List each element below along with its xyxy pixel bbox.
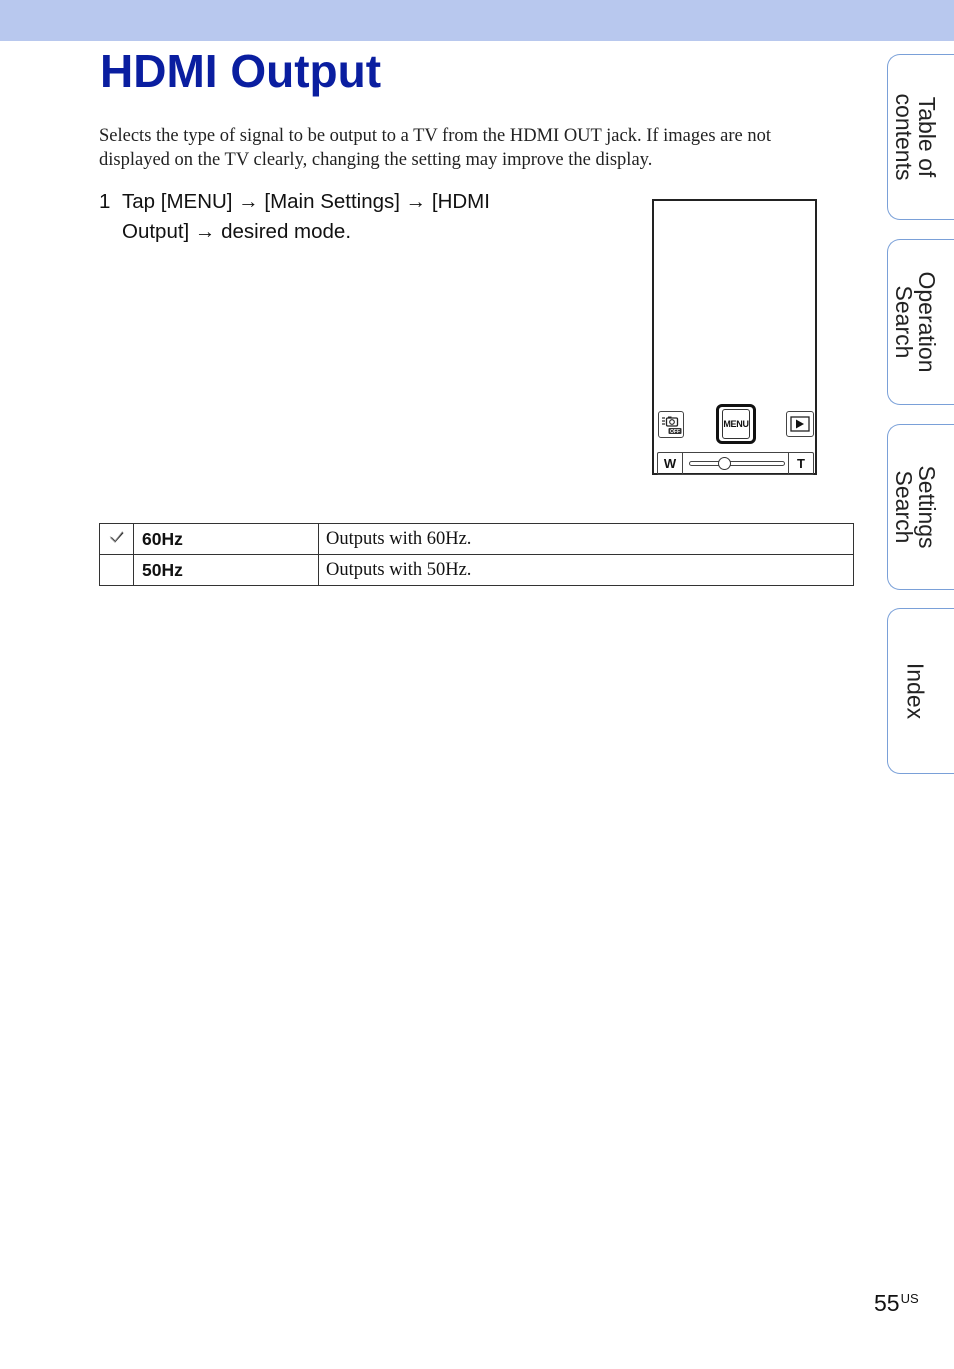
tab-label: Operation Search (890, 271, 940, 373)
menu-button-label: MENU (722, 409, 750, 439)
tab-label: Settings Search (890, 465, 940, 549)
default-mark-cell (100, 524, 134, 555)
camera-mode-off-icon (658, 411, 684, 438)
option-description: Outputs with 60Hz. (319, 524, 854, 555)
header-band (0, 0, 954, 41)
page-title: HDMI Output (100, 45, 382, 97)
settings-table (99, 523, 854, 586)
option-description: Outputs with 50Hz. (319, 555, 854, 586)
zoom-knob (718, 457, 731, 470)
table-row (100, 524, 854, 555)
intro-paragraph: Selects the type of signal to be output to a TV from the HDMI OUT jack. If images are not displayed on the TV clearly, changing the setting may improve the display. (99, 126, 772, 170)
tab-table-of-contents[interactable] (887, 54, 954, 220)
tab-settings-search[interactable] (887, 424, 954, 590)
zoom-lever (657, 452, 814, 475)
default-mark-cell (100, 555, 134, 586)
step-number: 1 (99, 190, 111, 213)
tab-label: Index (902, 662, 928, 720)
menu-button (716, 404, 756, 444)
option-name: 60Hz (134, 524, 319, 555)
option-name: 50Hz (134, 555, 319, 586)
zoom-track (689, 461, 785, 466)
zoom-wide-label: W (658, 453, 683, 474)
step-text: Tap [MENU] → [Main Settings] → [HDMI Output] → desired mode. (122, 190, 490, 243)
page-number: $55^{US}$ (874, 1290, 919, 1316)
check-mark-icon (109, 531, 125, 548)
camera-screen-illustration (652, 199, 817, 475)
tab-label: Table of contents (890, 93, 940, 181)
table-row (100, 555, 854, 586)
tab-operation-search[interactable] (887, 239, 954, 405)
zoom-tele-label: T (788, 453, 813, 474)
tab-index[interactable] (887, 608, 954, 774)
playback-icon (786, 411, 814, 437)
mode-off-label: OFF (670, 428, 680, 435)
page-region-suffix: US (900, 1291, 919, 1306)
